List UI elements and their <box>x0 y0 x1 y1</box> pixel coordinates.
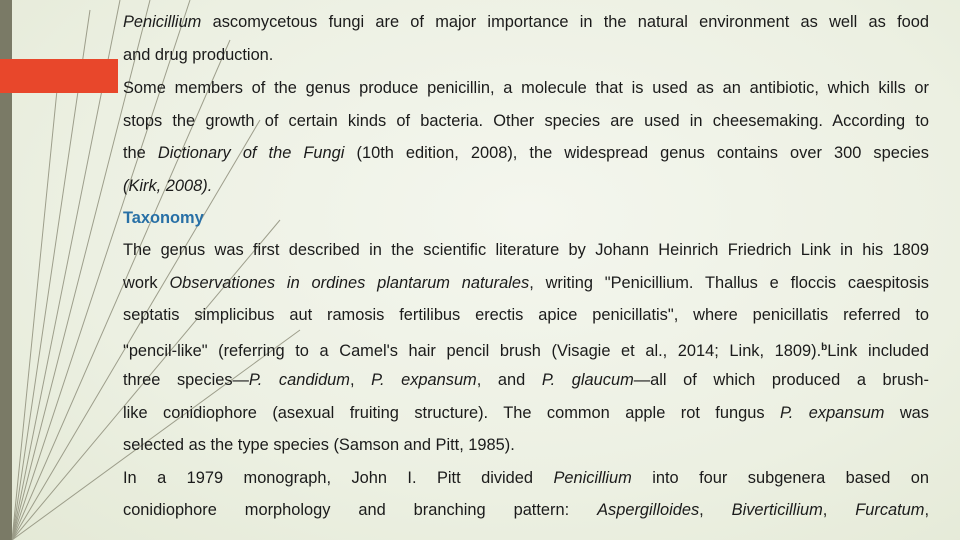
p4-line2 <box>123 500 929 520</box>
genus-name-2: Penicillium <box>553 469 632 487</box>
p2-line1 <box>123 78 929 98</box>
species-expansum-2: P. expansum <box>779 404 885 422</box>
p3-l4-a: "pencil-like" (referring to a Camel's hair pencil brush (Visagie et al., 2014; Link, 1809). <box>123 342 822 360</box>
p3-l6-a: like conidiophore (asexual fruiting structure). The common apple rot fungus <box>123 404 765 422</box>
species-expansum: P. expansum <box>371 371 477 389</box>
p3-l4-b: Link included <box>827 342 930 360</box>
p4-end: , <box>924 501 930 519</box>
p2-l1-text: Some members of the genus produce penicillin, a molecule that is used as an antibiotic, which kills or <box>123 79 929 97</box>
subgenus-furcatum: Furcatum <box>855 501 925 519</box>
p1-l2-text: and drug production. <box>123 46 274 64</box>
subgenus-biverticillium: Biverticillium <box>731 501 823 519</box>
p3-line2 <box>123 273 929 293</box>
p3-l7-text: selected as the type species (Samson and Pitt, 1985). <box>123 436 515 454</box>
p4-l2-a: conidiophore morphology and branching pattern: <box>123 501 570 519</box>
red-accent-tab <box>0 59 118 93</box>
book-title: Dictionary of the Fungi <box>157 144 345 162</box>
species-glaucum: P. glaucum <box>541 371 634 389</box>
subgenus-aspergilloides: Aspergilloides <box>597 501 700 519</box>
p1-line2 <box>123 45 929 65</box>
p3-l6-b: was <box>899 404 929 422</box>
p3-l2-b: , writing "Penicillium. Thallus e floccis caespitosis <box>529 274 930 292</box>
p3-l1-text: The genus was first described in the scientific literature by Johann Heinrich Friedrich Link in his 1809 <box>123 241 929 259</box>
p3-l5-a: three species— <box>123 371 249 389</box>
p1-line1 <box>123 12 929 32</box>
p2-l3-b: (10th edition, 2008), the widespread genus contains over 300 species <box>356 144 929 162</box>
p3-l5-d: —all of which produced a brush- <box>633 371 929 389</box>
p3-l3-text: septatis simplicibus aut ramosis fertilibus erectis apice penicillatis", where penicillatis referred to <box>123 306 929 324</box>
p4-line1 <box>123 468 929 488</box>
p3-line3 <box>123 305 929 325</box>
species-candidum: P. candidum <box>248 371 350 389</box>
p2-line2 <box>123 111 929 131</box>
section-heading: Taxonomy <box>123 209 204 227</box>
footnote-marker: b <box>821 342 828 353</box>
p4-l1-a: In a 1979 monograph, John I. Pitt divided <box>123 469 534 487</box>
p2-l3-a: the <box>123 144 146 162</box>
p3-line5 <box>123 370 929 390</box>
p4-l1-b: into four subgenera based on <box>652 469 929 487</box>
p3-line7 <box>123 435 929 455</box>
p3-line6 <box>123 403 929 423</box>
p3-line1 <box>123 240 929 260</box>
p3-l2-a: work <box>123 274 158 292</box>
work-title: Observationes in ordines plantarum naturales <box>169 274 530 292</box>
p2-line3 <box>123 143 929 163</box>
p3-line4 <box>123 338 929 361</box>
p3-l5-b: , <box>349 371 372 389</box>
p2-line4 <box>123 176 929 196</box>
genus-name: Penicillium <box>123 13 202 31</box>
citation-kirk: (Kirk, 2008). <box>123 177 213 195</box>
p1-l1-text: ascomycetous fungi are of major importance in the natural environment as well as food <box>212 13 930 31</box>
p4-sep2: , <box>822 501 856 519</box>
p4-sep1: , <box>699 501 732 519</box>
p2-l2-text: stops the growth of certain kinds of bacteria. Other species are used in cheesemaking. According to <box>123 112 929 130</box>
p3-l5-c: , and <box>476 371 542 389</box>
